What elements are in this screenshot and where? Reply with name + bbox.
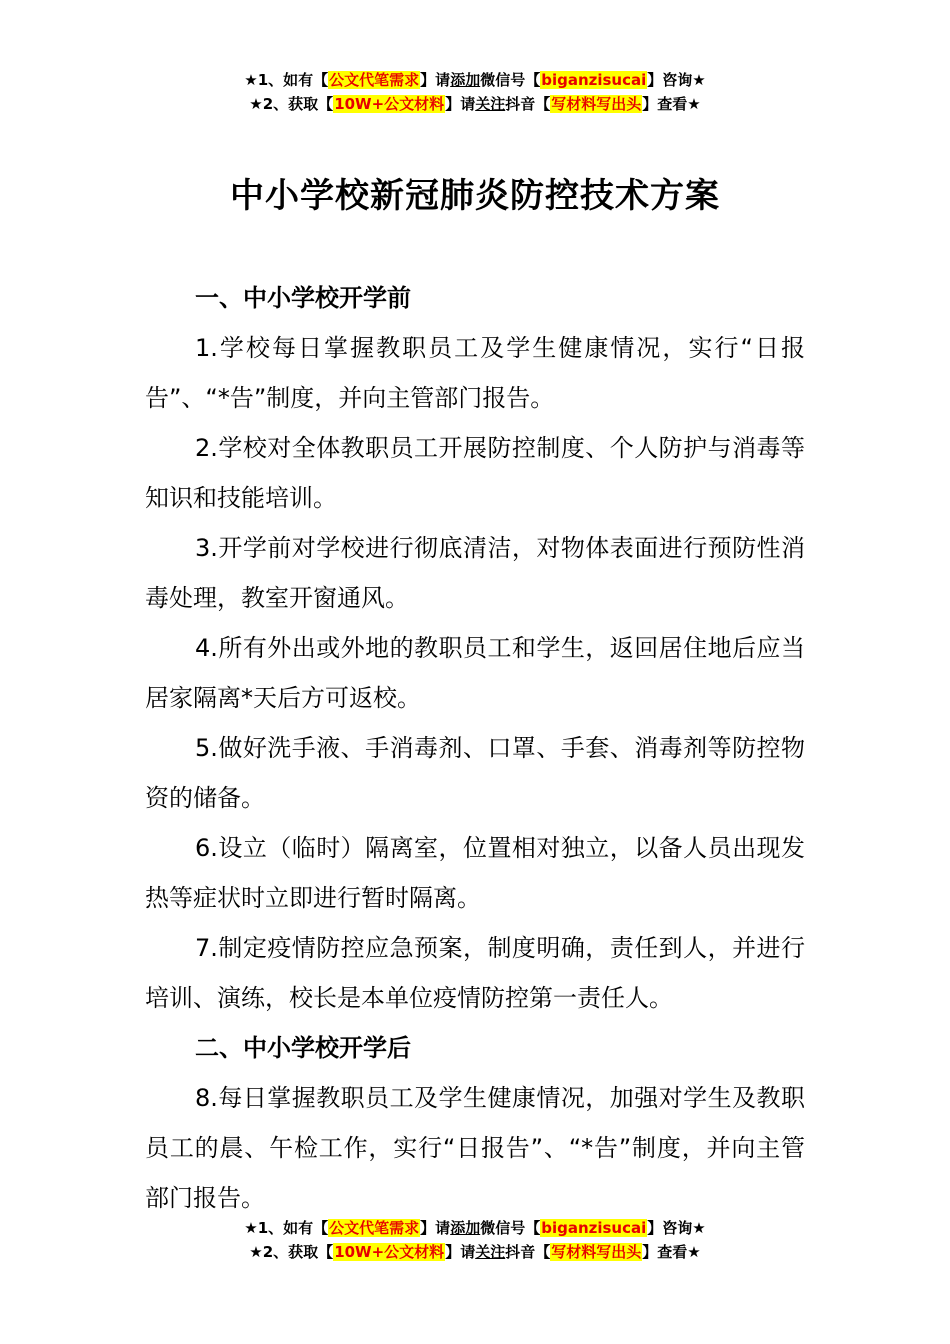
banner-underline: 关注 — [475, 95, 506, 113]
paragraph: 5.做好洗手液、手消毒剂、口罩、手套、消毒剂等防控物资的储备。 — [145, 734, 805, 812]
footer-banner — [0, 1216, 950, 1264]
banner-highlight: 公文代笔需求 — [329, 71, 420, 89]
banner-underline: 添加 — [450, 71, 481, 89]
banner-line-2 — [0, 1240, 950, 1264]
banner-highlight: 写材料写出头 — [551, 1243, 642, 1261]
banner-underline: 添加 — [450, 1219, 481, 1237]
banner-text: 】请 — [420, 71, 451, 89]
paragraph: 3.开学前对学校进行彻底清洁，对物体表面进行预防性消毒处理，教室开窗通风。 — [145, 534, 805, 612]
banner-text: ★2、获取【 — [249, 95, 334, 113]
banner-underline: 关注 — [475, 1243, 506, 1261]
banner-text: 抖音【 — [505, 1243, 551, 1261]
banner-highlight: biganzisucai — [541, 1219, 647, 1237]
section-heading: 一、中小学校开学前 — [195, 284, 411, 312]
section-heading: 二、中小学校开学后 — [195, 1034, 411, 1062]
banner-text: 】请 — [445, 95, 476, 113]
banner-highlight: 公文代笔需求 — [329, 1219, 420, 1237]
banner-highlight: 写材料写出头 — [551, 95, 642, 113]
banner-text: 】咨询★ — [647, 71, 706, 89]
banner-text: 】查看★ — [642, 95, 701, 113]
banner-text: 】查看★ — [642, 1243, 701, 1261]
document-title: 中小学校新冠肺炎防控技术方案 — [230, 176, 720, 216]
banner-text: ★1、如有【 — [244, 1219, 329, 1237]
banner-text: 微信号【 — [480, 1219, 541, 1237]
banner-text: ★2、获取【 — [249, 1243, 334, 1261]
banner-line-2 — [0, 92, 950, 116]
banner-text: ★1、如有【 — [244, 71, 329, 89]
banner-text: 微信号【 — [480, 71, 541, 89]
paragraph: 8.每日掌握教职员工及学生健康情况，加强对学生及教职员工的晨、午检工作，实行“日报告”、“*告”制度，并向主管部门报告。 — [145, 1084, 805, 1212]
paragraph: 7.制定疫情防控应急预案，制度明确，责任到人，并进行培训、演练，校长是本单位疫情防控第一责任人。 — [145, 934, 805, 1012]
banner-text: 】请 — [445, 1243, 476, 1261]
banner-highlight: 10W+公文材料 — [334, 95, 445, 113]
document-body — [145, 273, 805, 1223]
banner-text: 】咨询★ — [647, 1219, 706, 1237]
banner-line-1 — [0, 1216, 950, 1240]
banner-highlight: 10W+公文材料 — [334, 1243, 445, 1261]
paragraph: 2.学校对全体教职员工开展防控制度、个人防护与消毒等知识和技能培训。 — [145, 434, 805, 512]
paragraph: 4.所有外出或外地的教职员工和学生，返回居住地后应当居家隔离*天后方可返校。 — [145, 634, 805, 712]
banner-line-1 — [0, 68, 950, 92]
banner-highlight: biganzisucai — [541, 71, 647, 89]
banner-text: 】请 — [420, 1219, 451, 1237]
paragraph: 6.设立（临时）隔离室，位置相对独立，以备人员出现发热等症状时立即进行暂时隔离。 — [145, 834, 805, 912]
header-banner — [0, 68, 950, 116]
paragraph: 1.学校每日掌握教职员工及学生健康情况，实行“日报告”、“*告”制度，并向主管部门报告。 — [145, 334, 805, 412]
banner-text: 抖音【 — [505, 95, 551, 113]
